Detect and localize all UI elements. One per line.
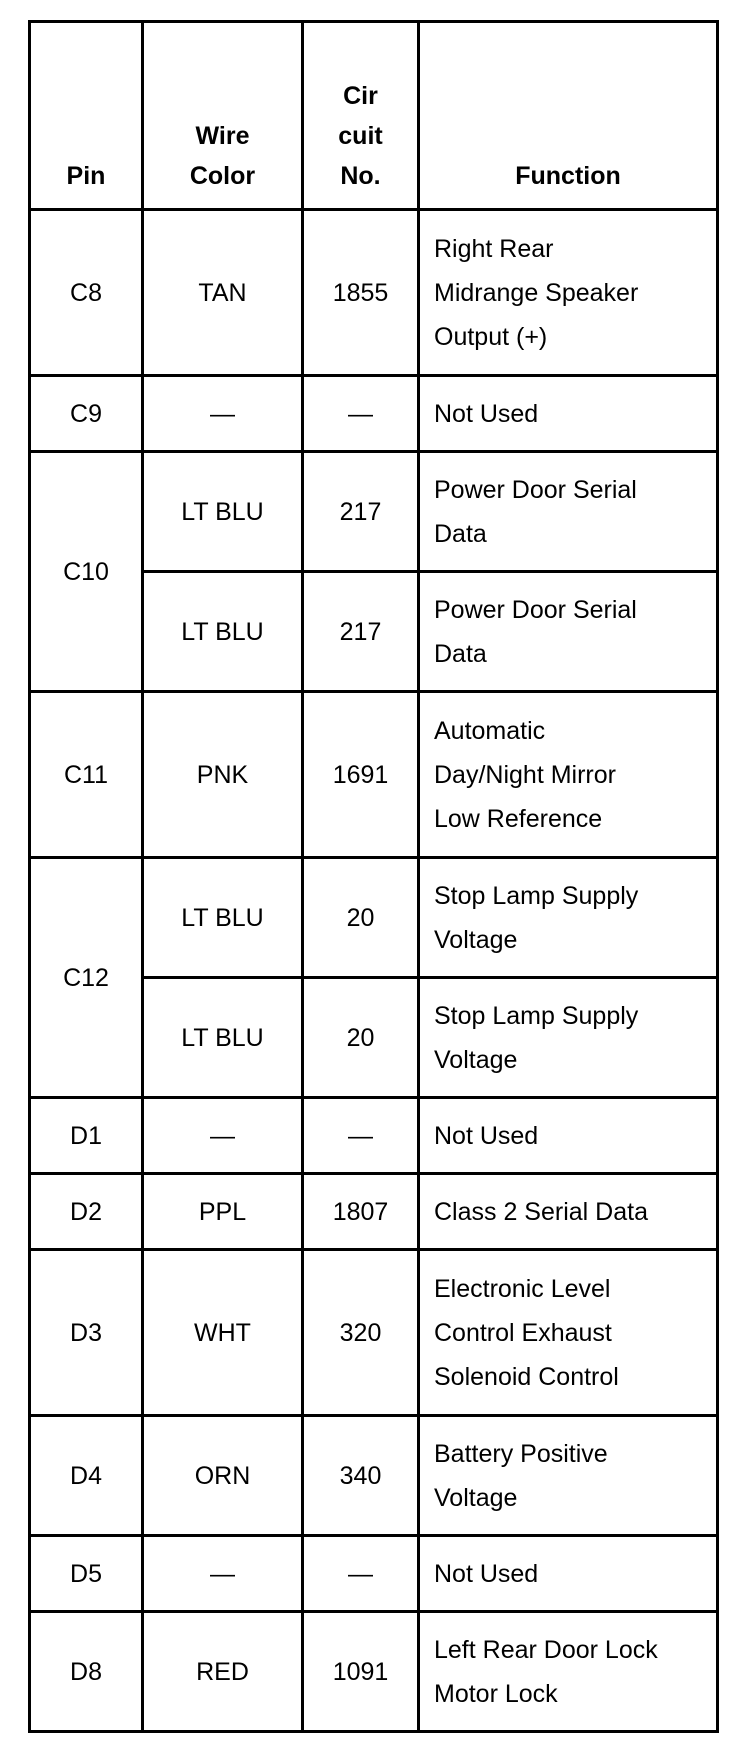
pin-cell: C9 (30, 376, 143, 452)
wire-color-cell: LT BLU (143, 572, 303, 692)
pinout-table (28, 20, 719, 1733)
table-row (30, 1612, 718, 1732)
table-row (30, 1174, 718, 1250)
wire-color-cell: WHT (143, 1250, 303, 1416)
table-row (30, 1536, 718, 1612)
wire-color-cell: — (143, 1098, 303, 1174)
circuit-cell: 20 (303, 978, 419, 1098)
wire-color-cell: PNK (143, 692, 303, 858)
function-cell: Battery Positive Voltage (419, 1416, 718, 1536)
function-cell: Automatic Day/Night Mirror Low Reference (419, 692, 718, 858)
table-row (30, 1098, 718, 1174)
function-cell: Left Rear Door Lock Motor Lock (419, 1612, 718, 1732)
pin-cell: C11 (30, 692, 143, 858)
wire-color-cell: TAN (143, 210, 303, 376)
header-circuit-no: Cir cuit No. (303, 22, 419, 210)
function-cell: Not Used (419, 376, 718, 452)
function-cell: Right Rear Midrange Speaker Output (+) (419, 210, 718, 376)
circuit-cell: 1091 (303, 1612, 419, 1732)
header-wire-color: Wire Color (143, 22, 303, 210)
function-cell: Power Door Serial Data (419, 572, 718, 692)
function-cell: Class 2 Serial Data (419, 1174, 718, 1250)
header-pin: Pin (30, 22, 143, 210)
circuit-cell: 20 (303, 858, 419, 978)
function-cell: Not Used (419, 1536, 718, 1612)
wire-color-cell: LT BLU (143, 858, 303, 978)
pin-cell: D5 (30, 1536, 143, 1612)
circuit-cell: 1855 (303, 210, 419, 376)
wire-color-cell: LT BLU (143, 452, 303, 572)
wire-color-cell: LT BLU (143, 978, 303, 1098)
pin-cell: D3 (30, 1250, 143, 1416)
pin-cell: D4 (30, 1416, 143, 1536)
table-row (30, 692, 718, 858)
table-row (30, 1416, 718, 1536)
table-row (30, 376, 718, 452)
function-cell: Stop Lamp Supply Voltage (419, 978, 718, 1098)
wire-color-cell: PPL (143, 1174, 303, 1250)
circuit-cell: — (303, 1098, 419, 1174)
wire-color-cell: — (143, 1536, 303, 1612)
pin-cell: C8 (30, 210, 143, 376)
circuit-cell: 217 (303, 572, 419, 692)
pin-cell: D1 (30, 1098, 143, 1174)
function-cell: Stop Lamp Supply Voltage (419, 858, 718, 978)
header-function: Function (419, 22, 718, 210)
function-cell: Not Used (419, 1098, 718, 1174)
circuit-cell: 217 (303, 452, 419, 572)
function-cell: Electronic Level Control Exhaust Solenoid Control (419, 1250, 718, 1416)
circuit-cell: — (303, 376, 419, 452)
table-row (30, 210, 718, 376)
wire-color-cell: ORN (143, 1416, 303, 1536)
circuit-cell: 1691 (303, 692, 419, 858)
circuit-cell: 340 (303, 1416, 419, 1536)
pin-cell: D8 (30, 1612, 143, 1732)
circuit-cell: 320 (303, 1250, 419, 1416)
function-cell: Power Door Serial Data (419, 452, 718, 572)
pin-cell: C10 (30, 452, 143, 692)
wire-color-cell: RED (143, 1612, 303, 1732)
pin-cell: C12 (30, 858, 143, 1098)
pin-cell: D2 (30, 1174, 143, 1250)
circuit-cell: 1807 (303, 1174, 419, 1250)
wire-color-cell: — (143, 376, 303, 452)
pinout-table-frame (28, 20, 716, 1720)
table-row (30, 452, 718, 572)
circuit-cell: — (303, 1536, 419, 1612)
table-header-row (30, 22, 718, 210)
table-row (30, 858, 718, 978)
table-row (30, 1250, 718, 1416)
